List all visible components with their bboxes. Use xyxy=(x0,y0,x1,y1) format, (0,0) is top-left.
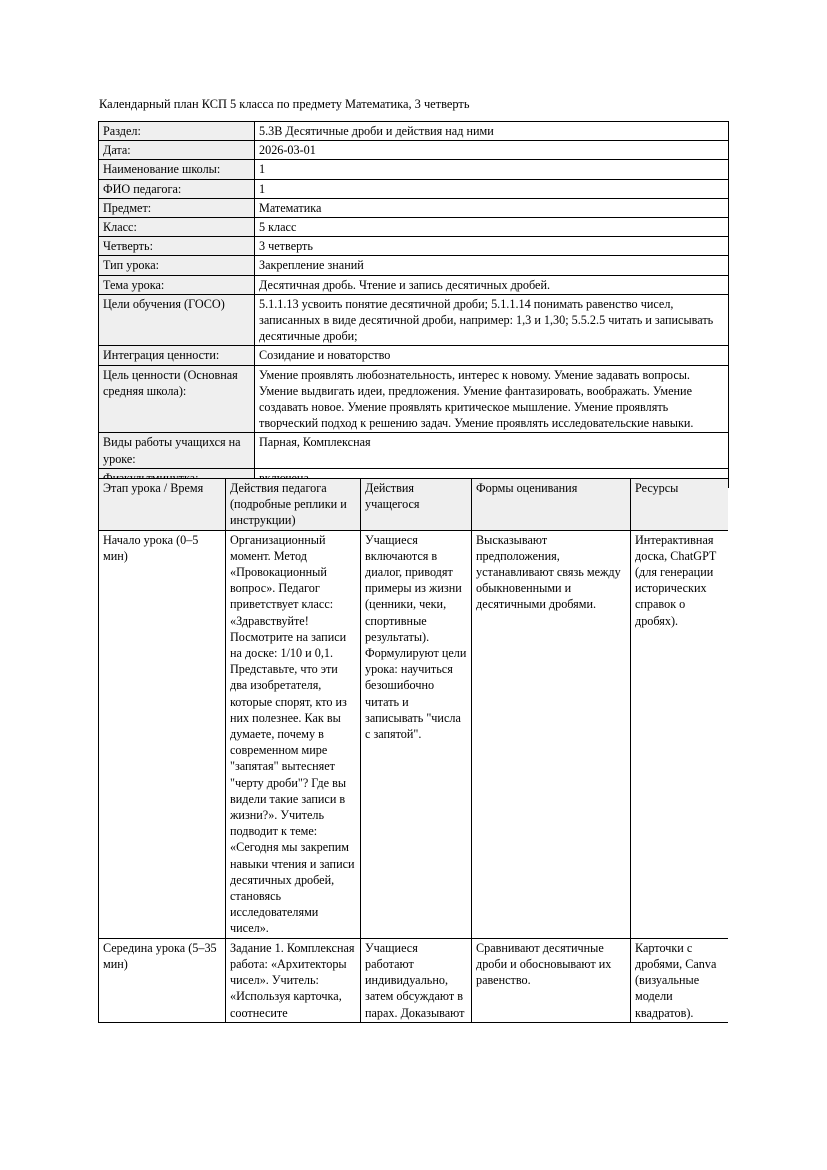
cell-teacher-actions: Задание 1. Комплексная работа: «Архитекторы чисел». Учитель: «Используя карточка, соотнесите xyxy=(226,938,361,1022)
cell-resources: Интерактивная доска, ChatGPT (для генерации исторических справок о дробях). xyxy=(631,530,729,938)
table-row xyxy=(99,122,729,141)
table-row xyxy=(99,530,729,938)
table-row xyxy=(99,218,729,237)
info-label: Тип урока: xyxy=(99,256,255,275)
cell-stage: Середина урока (5–35 мин) xyxy=(99,938,226,1022)
info-value: 5.1.1.13 усвоить понятие десятичной дроби; 5.1.1.14 понимать равенство чисел, записанных в виде десятичной дроби, например: 1,3 и 1,30; 5.5.2.5 читать и записывать десятичные дроби; xyxy=(255,294,729,346)
info-label: Наименование школы: xyxy=(99,160,255,179)
table-row xyxy=(99,346,729,365)
table-row xyxy=(99,237,729,256)
table-row xyxy=(99,365,729,433)
cell-assessment: Высказывают предположения, устанавливают связь между обыкновенными и десятичными дробями. xyxy=(472,530,631,938)
page-title: Календарный план КСП 5 класса по предмету Математика, 3 четверть xyxy=(99,97,470,111)
document-content xyxy=(98,96,728,512)
info-label: Цели обучения (ГОСО) xyxy=(99,294,255,346)
info-value: Закрепление знаний xyxy=(255,256,729,275)
cell-assessment: Сравнивают десятичные дроби и обосновывают их равенство. xyxy=(472,938,631,1022)
info-label: Предмет: xyxy=(99,198,255,217)
info-label: Цель ценности (Основная средняя школа): xyxy=(99,365,255,433)
lesson-info-table xyxy=(98,121,729,488)
table-row xyxy=(99,160,729,179)
info-label: ФИО педагога: xyxy=(99,179,255,198)
column-header-teacher-actions: Действия педагога (подробные реплики и инструкции) xyxy=(226,479,361,531)
info-value: 2026-03-01 xyxy=(255,141,729,160)
cell-teacher-actions: Организационный момент. Метод «Провокационный вопрос». Педагог приветствует класс: «Здравствуйте! Посмотрите на записи на доске: 1/10 и 0,1. Представьте, что эти два изобретателя, которые спорят, кто из них полезнее. Как вы думаете, почему в современном мире "запятая" вытесняет "черту дроби"? Где вы видели такие записи в жизни?». Учитель подводит к теме: «Сегодня мы закрепим навыки чтения и записи десятичных дробей, становясь исследователями чисел». xyxy=(226,530,361,938)
lesson-flow-table xyxy=(98,478,728,1023)
column-header-assessment: Формы оценивания xyxy=(472,479,631,531)
info-value: Созидание и новаторство xyxy=(255,346,729,365)
info-value: 1 xyxy=(255,160,729,179)
cell-resources: Карточки с дробями, Canva (визуальные модели квадратов). xyxy=(631,938,729,1022)
info-label: Интеграция ценности: xyxy=(99,346,255,365)
info-value: Умение проявлять любознательность, интерес к новому. Умение задавать вопросы. Умение выдвигать идеи, предложения. Умение фантазировать, воображать. Умение создавать новое. Умение проявлять критическое мышление. Умение проявлять творческий подход к решению задач. Умение проявлять исследовательские навыки. xyxy=(255,365,729,433)
lesson-flow-body xyxy=(99,530,729,1022)
info-label: Виды работы учащихся на уроке: xyxy=(99,433,255,468)
column-header-stage: Этап урока / Время xyxy=(99,479,226,531)
cell-student-actions: Учащиеся работают индивидуально, затем обсуждают в парах. Доказывают xyxy=(361,938,472,1022)
info-value: Десятичная дробь. Чтение и запись десятичных дробей. xyxy=(255,275,729,294)
info-label: Тема урока: xyxy=(99,275,255,294)
lesson-flow-head xyxy=(99,479,729,531)
table-row xyxy=(99,256,729,275)
column-header-student-actions: Действия учащегося xyxy=(361,479,472,531)
info-label: Класс: xyxy=(99,218,255,237)
info-label: Дата: xyxy=(99,141,255,160)
table-row xyxy=(99,938,729,1022)
info-value: 3 четверть xyxy=(255,237,729,256)
table-row xyxy=(99,275,729,294)
info-value: 1 xyxy=(255,179,729,198)
info-value: Парная, Комплексная xyxy=(255,433,729,468)
table-row xyxy=(99,179,729,198)
lesson-flow-clip xyxy=(98,478,728,1064)
table-row xyxy=(99,294,729,346)
column-header-resources: Ресурсы xyxy=(631,479,729,531)
info-value: 5.3В Десятичные дроби и действия над ними xyxy=(255,122,729,141)
info-label: Четверть: xyxy=(99,237,255,256)
cell-student-actions: Учащиеся включаются в диалог, приводят примеры из жизни (ценники, чеки, спортивные результаты). Формулируют цели урока: научиться безошибочно читать и записывать "числа с запятой". xyxy=(361,530,472,938)
table-header-row xyxy=(99,479,729,531)
lesson-info-body xyxy=(99,122,729,488)
info-label: Раздел: xyxy=(99,122,255,141)
table-row xyxy=(99,198,729,217)
table-row xyxy=(99,141,729,160)
table-row xyxy=(99,433,729,468)
cell-stage: Начало урока (0–5 мин) xyxy=(99,530,226,938)
info-value: 5 класс xyxy=(255,218,729,237)
info-value: Математика xyxy=(255,198,729,217)
